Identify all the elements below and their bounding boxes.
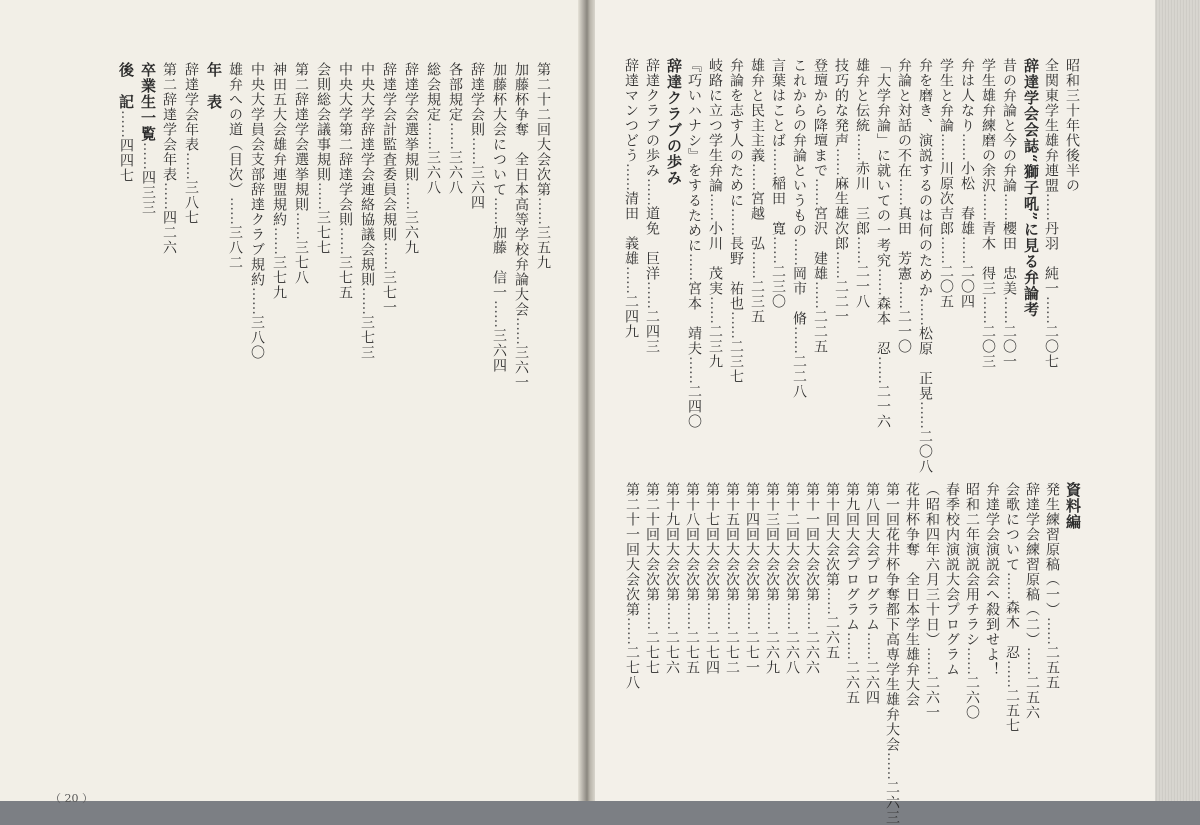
toc-entry [834,58,848,428]
toc-title: 辞達学会選挙規則 [403,62,419,182]
toc-page-number: 三七七 [315,210,331,255]
leader-dots: …… [1043,193,1059,221]
toc-page-number: 二二五 [812,309,828,354]
toc-page-number: 二六九 [764,630,780,675]
leader-dots: …… [644,178,660,206]
leader-dots: …… [535,197,551,225]
toc-title: 卒業生一覧 [139,62,157,142]
toc-page-number: 二七五 [684,630,700,675]
toc-entry [1065,482,1080,782]
toc-entry [1044,58,1058,428]
toc-entry [965,482,979,782]
toc-entry [855,58,869,428]
toc-entry [685,482,699,782]
toc-title: 辞達学会練習原稿（二） [1024,482,1040,647]
leader-dots: …… [707,296,723,324]
toc-entry [272,62,286,482]
toc-entry [228,62,242,482]
toc-page-number: 二〇三 [980,324,996,369]
toc-title: 辞達学会則 [469,62,485,137]
leader-dots: …… [938,133,954,161]
leader-dots: …… [728,208,744,236]
toc-entry [865,482,879,782]
toc-entry [625,482,639,782]
leader-dots: …… [980,193,996,221]
toc-title: 会則総会議事規則 [315,62,331,182]
toc-page-number: 三七三 [359,315,375,360]
leader-dots: …… [491,197,507,225]
toc-entry [985,482,999,782]
toc-entry [939,58,953,428]
toc-entry [945,482,959,782]
leader-dots: …… [1044,617,1060,645]
toc-page-number: 二六五 [844,660,860,705]
leader-dots: …… [804,602,820,630]
toc-title: 弁達学会演説会へ殺到せよ！ [984,482,1000,677]
leader-dots: …… [884,752,900,780]
toc-entry [1045,482,1059,782]
toc-title: 第十九回大会次第 [664,482,680,602]
leader-dots: …… [854,133,870,161]
toc-entry [905,482,919,782]
leader-dots: …… [770,148,786,176]
toc-author: 真田 芳憲 [896,206,912,281]
toc-entry [492,62,506,482]
toc-title: 雄弁と民主主義 [749,58,765,163]
toc-author: 宮越 弘 [749,191,765,251]
toc-entry [1065,58,1079,428]
toc-page-number: 二一八 [854,264,870,309]
toc-title: 昭和二年演説会用チラシ [964,482,980,647]
toc-title: 第二十回大会次第 [644,482,660,602]
leader-dots: …… [844,632,860,660]
toc-page-number: 二七二 [724,630,740,675]
leader-dots: …… [623,163,639,191]
toc-page-number: 二六八 [784,630,800,675]
toc-title: 昭和三十年代後半の [1064,58,1080,193]
toc-page-number: 三八〇 [249,315,265,360]
toc-author: 森本 忍 [875,296,891,356]
toc-title: 花井杯争奪 全日本学生雄弁大会 [904,482,920,707]
toc-page-number: 四三三 [140,170,156,215]
leader-dots: …… [938,236,954,264]
toc-title: 総会規定 [425,62,441,122]
toc-author: 長野 祐也 [728,236,744,311]
toc-author: 清田 義雄 [623,191,639,266]
toc-page-number: 二三七 [728,339,744,384]
toc-author: 道免 巨洋 [644,206,660,281]
toc-page-number: 二一六 [875,384,891,429]
leader-dots: …… [980,296,996,324]
toc-title: 資料編 [1064,482,1082,530]
leader-dots: …… [469,137,485,165]
page-edges [1155,0,1200,801]
toc-title: 学生雄弁練磨の余沢 [980,58,996,193]
toc-page-number: 二〇八 [917,429,933,474]
toc-entry [708,58,722,428]
leader-dots: …… [227,197,243,225]
toc-title: 技巧的な発声 [833,58,849,148]
right-page [595,0,1155,825]
toc-page-number: 二六〇 [964,675,980,720]
toc-page-number: 三七五 [337,255,353,300]
leader-dots: …… [770,236,786,264]
toc-title: 中央大学員会支部辞達クラブ規約 [249,62,265,287]
toc-page-number: 二三九 [707,324,723,369]
toc-page-number: 二六五 [824,615,840,660]
leader-dots: …… [337,227,353,255]
toc-title: 第二十二回大会次第 [535,62,551,197]
leader-dots: …… [140,142,156,170]
toc-author: 青木 得三 [980,221,996,296]
toc-page-number: 二六六 [804,630,820,675]
leader-dots: …… [513,317,529,345]
toc-title: 辞達クラブの歩み [644,58,660,178]
leader-dots: …… [707,193,723,221]
toc-entry [470,62,484,482]
toc-entry [792,58,806,428]
toc-title: 年 表 [205,62,223,110]
toc-title: 加藤杯大会について [491,62,507,197]
toc-page-number: 二〇四 [959,264,975,309]
leader-dots: …… [875,356,891,384]
toc-title: 弁は人なり [959,58,975,133]
toc-entry [382,62,396,482]
toc-page-number: 二七一 [744,630,760,675]
leader-dots: …… [854,236,870,264]
leader-dots: …… [875,268,891,296]
toc-author: 川原次吉郎 [938,161,954,236]
toc-entry [750,58,764,428]
toc-entry [845,482,859,782]
toc-title: 登壇から降壇まで [812,58,828,178]
toc-entry [184,62,198,482]
leader-dots: …… [749,163,765,191]
toc-page-number: 三六八 [425,150,441,195]
toc-page-number: 二六一 [924,675,940,720]
leader-dots: …… [664,602,680,630]
toc-title: 会歌について [1004,482,1020,572]
leader-dots: …… [924,647,940,675]
toc-entry [448,62,462,482]
toc-title: 言葉はことば [770,58,786,148]
toc-page-number: 二五六 [1024,675,1040,720]
leader-dots: …… [447,122,463,150]
toc-page-number: 二五五 [1044,645,1060,690]
leader-dots: …… [359,287,375,315]
leader-dots: …… [784,602,800,630]
toc-entry [316,62,330,482]
toc-page-number: 二七四 [704,630,720,675]
toc-title: 辞達クラブの歩み [665,58,683,186]
toc-page-number: 二四〇 [686,384,702,429]
toc-page-number: 二七七 [644,630,660,675]
leader-dots: …… [381,242,397,270]
toc-entry [294,62,308,482]
left-page [0,0,580,801]
leader-dots: …… [644,281,660,309]
leader-dots: …… [686,253,702,281]
toc-entry [825,482,839,782]
toc-entry [666,58,681,428]
toc-entry [338,62,352,482]
toc-entry [705,482,719,782]
toc-entry [687,58,701,428]
toc-title: 第十三回大会次第 [764,482,780,602]
toc-title: 第二辞達学会年表 [161,62,177,182]
leader-dots: …… [1024,647,1040,675]
toc-entry [981,58,995,428]
toc-entry [897,58,911,428]
toc-author: 小川 茂実 [707,221,723,296]
leader-dots: …… [704,602,720,630]
toc-title: 辞達マンつどう [623,58,639,163]
toc-author: 松原 正晃 [917,326,933,401]
leader-dots: …… [118,110,134,138]
toc-page-number: 二六四 [864,660,880,705]
leader-dots: …… [624,617,640,645]
leader-dots: …… [1001,193,1017,221]
leader-dots: …… [403,182,419,210]
toc-author: 小松 春雄 [959,161,975,236]
toc-entry [645,482,659,782]
toc-title: 第十五回大会次第 [724,482,740,602]
toc-title: 学生と弁論 [938,58,954,133]
toc-title: 第九回大会プログラム [844,482,860,632]
leader-dots: …… [744,602,760,630]
toc-entry [645,58,659,428]
toc-title: 第十八回大会次第 [684,482,700,602]
toc-entry [360,62,374,482]
toc-entry [785,482,799,782]
toc-author: 宮沢 建雄 [812,206,828,281]
toc-entry [884,482,900,825]
toc-title: 弁を磨き、演説するのは何のためか [917,58,933,298]
leader-dots: …… [1001,296,1017,324]
toc-author: 赤川 三郎 [854,161,870,236]
toc-entry [729,58,743,428]
toc-author: 宮本 靖夫 [686,281,702,356]
toc-title: 発生練習原稿（一） [1044,482,1060,617]
toc-page-number: 二三〇 [770,264,786,309]
toc-entry [765,482,779,782]
toc-entry [1025,482,1039,782]
toc-title: 弁論と対話の不在 [896,58,912,178]
toc-title: 第二十一回大会次第 [624,482,640,617]
leader-dots: …… [764,602,780,630]
toc-title: 春季校内演説大会プログラム [944,482,960,677]
toc-title: 雄弁への道（目次） [227,62,243,197]
toc-entry [725,482,739,782]
toc-page-number: 三六一 [513,345,529,390]
leader-dots: …… [1004,572,1020,600]
leader-dots: …… [183,152,199,180]
leader-dots: …… [791,326,807,354]
leader-dots: …… [491,300,507,328]
toc-entry [745,482,759,782]
toc-author: 麻生雄次郎 [833,176,849,251]
toc-page-number: 三五九 [535,225,551,270]
toc-entry [917,58,933,474]
toc-entry [536,62,550,482]
toc-author: 稲田 寛 [770,176,786,236]
toc-entry [206,62,221,482]
toc-page-number: 二〇七 [1043,324,1059,369]
leader-dots: …… [1043,296,1059,324]
toc-page-number: 二〇五 [938,264,954,309]
toc-title: 辞達学会計監査委員会規則 [381,62,397,242]
toc-title: 弁論を志す人のために [728,58,744,208]
toc-title: 辞達学会年表 [183,62,199,152]
toc-page-number: 三七八 [293,240,309,285]
leader-dots: …… [161,182,177,210]
toc-entry [960,58,974,428]
toc-title: 第二辞達学会選挙規則 [293,62,309,212]
toc-page-number: 二六三 [884,780,900,825]
toc-title: 昔の弁論と今の弁論 [1001,58,1017,193]
toc-page-number: 二三五 [749,279,765,324]
toc-page-number: 二一〇 [896,309,912,354]
toc-entry [876,58,890,428]
toc-entry [162,62,176,482]
toc-title: 第十二回大会次第 [784,482,800,602]
leader-dots: …… [812,178,828,206]
toc-page-number: 三七九 [271,255,287,300]
leader-dots: …… [271,227,287,255]
toc-title: 加藤杯争奪 全日本高等学校弁論大会 [513,62,529,317]
toc-entry [1005,482,1019,782]
page-footer: （ 20 ） [50,792,93,805]
toc-entry [624,58,638,428]
toc-title: 第八回大会プログラム [864,482,880,632]
toc-page-number: 二二一 [833,279,849,324]
leader-dots: …… [917,298,933,326]
toc-author: 加藤 信一 [491,225,507,300]
toc-title: 各部規定 [447,62,463,122]
toc-page-number: 二四九 [623,294,639,339]
toc-page-number: 三八二 [227,225,243,270]
leader-dots: …… [824,587,840,615]
leader-dots: …… [749,251,765,279]
leader-dots: …… [896,178,912,206]
toc-page-number: 二〇一 [1001,324,1017,369]
toc-entry [118,62,133,482]
toc-page-number: 四二六 [161,210,177,255]
toc-entry [771,58,785,428]
toc-entry [813,58,827,428]
toc-entry [426,62,440,482]
toc-author: 森木 忍 [1004,600,1020,660]
leader-dots: …… [644,602,660,630]
toc-title: 第十四回大会次第 [744,482,760,602]
toc-page-number: 二七八 [624,645,640,690]
leader-dots: …… [425,122,441,150]
toc-title: （昭和四年六月三十日） [924,482,940,647]
leader-dots: …… [812,281,828,309]
toc-title: 神田五大会雄弁連盟規約 [271,62,287,227]
toc-author: 丹羽 純一 [1043,221,1059,296]
toc-entry [805,482,819,782]
toc-title: 第十一回大会次第 [804,482,820,602]
toc-page-number: 三八七 [183,180,199,225]
toc-entry [665,482,679,782]
leader-dots: …… [959,236,975,264]
toc-title: 『巧いハナシ』をするために [686,58,702,253]
leader-dots: …… [833,251,849,279]
toc-entry [1023,58,1038,428]
leader-dots: …… [959,133,975,161]
leader-dots: …… [917,401,933,429]
toc-title: 中央大学第二辞達学会則 [337,62,353,227]
leader-dots: …… [896,281,912,309]
leader-dots: …… [686,356,702,384]
toc-entry [250,62,264,482]
toc-page-number: 二二八 [791,354,807,399]
toc-page-number: 三六八 [447,150,463,195]
toc-title: 「大学弁論」に就いての一考究 [875,58,891,268]
toc-page-number: 三六九 [403,210,419,255]
toc-title: 辞達学会会誌“獅子吼”に見る弁論考 [1022,58,1040,318]
toc-title: 後 記 [117,62,135,110]
toc-title: 全関東学生雄弁連盟 [1043,58,1059,193]
toc-author: 岡市 脩 [791,266,807,326]
leader-dots: …… [293,212,309,240]
leader-dots: …… [964,647,980,675]
toc-title: 雄弁と伝統 [854,58,870,133]
toc-title: 中央大学辞達学会連絡協議会規則 [359,62,375,287]
toc-title: これからの弁論というもの [791,58,807,238]
leader-dots: …… [684,602,700,630]
leader-dots: …… [728,311,744,339]
toc-title: 第十七回大会次第 [704,482,720,602]
toc-page-number: 三七一 [381,270,397,315]
toc-author: 櫻田 忠美 [1001,221,1017,296]
toc-entry [925,482,939,782]
toc-title: 第十回大会次第 [824,482,840,587]
leader-dots: …… [833,148,849,176]
toc-page-number: 四四七 [118,138,134,183]
leader-dots: …… [791,238,807,266]
toc-entry [1002,58,1016,428]
toc-page-number: 三六四 [469,165,485,210]
toc-page-number: 三六四 [491,328,507,373]
toc-entry [514,62,528,482]
toc-page-number: 二五七 [1004,688,1020,733]
leader-dots: …… [864,632,880,660]
leader-dots: …… [1004,660,1020,688]
leader-dots: …… [249,287,265,315]
toc-page-number: 二七六 [664,630,680,675]
leader-dots: …… [724,602,740,630]
toc-entry [404,62,418,482]
toc-entry [140,62,155,482]
toc-title: 第一回花井杯争奪都下高専学生雄弁大会 [884,482,900,752]
toc-title: 岐路に立つ学生弁論 [707,58,723,193]
leader-dots: …… [315,182,331,210]
leader-dots: …… [623,266,639,294]
toc-page-number: 二四三 [644,309,660,354]
